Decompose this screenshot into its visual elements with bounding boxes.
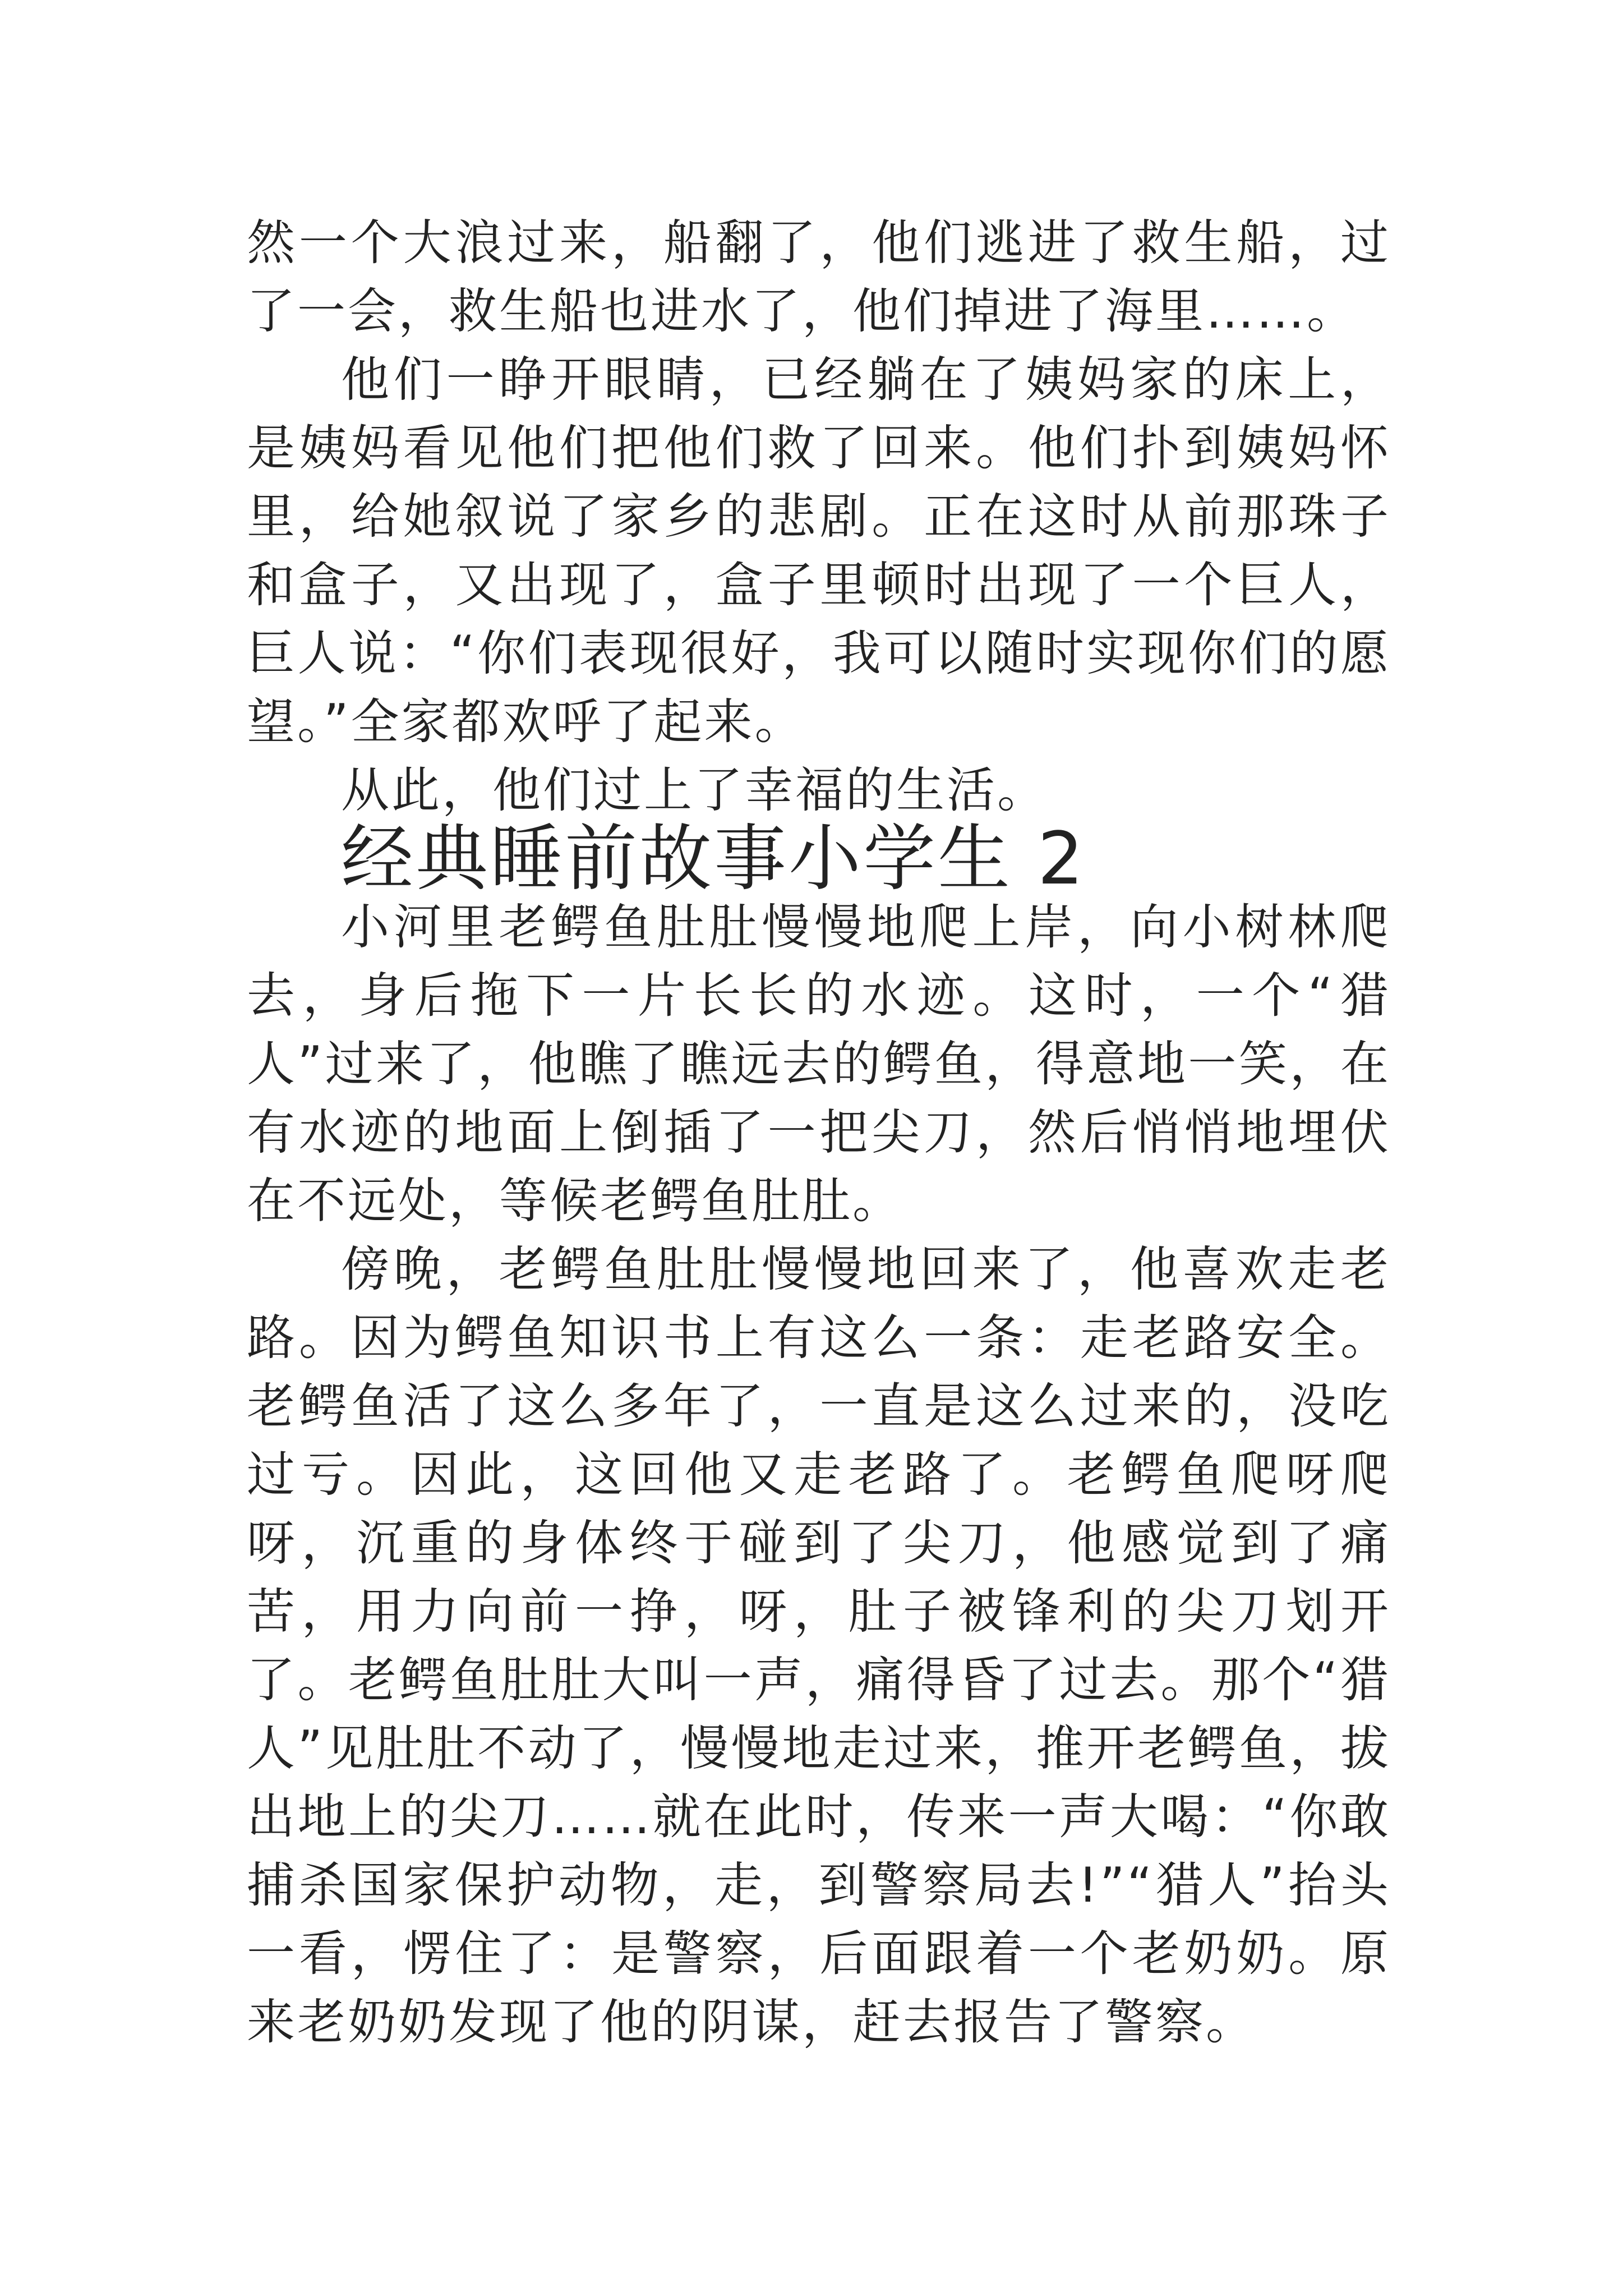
section-title: 经典睡前故事小学生 2 [341,817,1086,901]
paragraph-continuation: 然一个大浪过来，船翻了，他们逃进了救生船，过了一会，救生船也进水了，他们掉进了海里……。 [247,215,1391,339]
paragraph-rescue: 他们一睁开眼睛，已经躺在了姨妈家的床上，是姨妈看见他们把他们救了回来。他们扑到姨妈怀里，给她叙说了家乡的悲剧。正在这时从前那珠子和盒子，又出现了，盒子里顿时出现了一个巨人，巨人说：“你们表现很好，我可以随时实现你们的愿望。”全家都欢呼了起来。 [247,352,1391,750]
paragraph-crocodile-trap: 小河里老鳄鱼肚肚慢慢地爬上岸，向小树林爬去，身后拖下一片长长的水迹。这时，一个“猎人”过来了，他瞧了瞧远去的鳄鱼，得意地一笑，在有水迹的地面上倒插了一把尖刀，然后悄悄地埋伏在不远处，等候老鳄鱼肚肚。 [247,899,1391,1229]
paragraph-crocodile-rescue: 傍晚，老鳄鱼肚肚慢慢地回来了，他喜欢走老路。因为鳄鱼知识书上有这么一条：走老路安全。老鳄鱼活了这么多年了，一直是这么过来的，没吃过亏。因此，这回他又走老路了。老鳄鱼爬呀爬呀，沉重的身体终于碰到了尖刀，他感觉到了痛苦，用力向前一挣，呀，肚子被锋利的尖刀划开了。老鳄鱼肚肚大叫一声，痛得昏了过去。那个“猎人”见肚肚不动了，慢慢地走过来，推开老鳄鱼，拔出地上的尖刀……就在此时，传来一声大喝：“你敢捕杀国家保护动物，走，到警察局去!”“猎人”抬头一看，愣住了：是警察，后面跟着一个老奶奶。原来老奶奶发现了他的阴谋，赶去报告了警察。 [247,1241,1391,2050]
paragraph-happy-ending: 从此，他们过上了幸福的生活。 [341,762,1048,818]
text-column [247,209,1391,2056]
